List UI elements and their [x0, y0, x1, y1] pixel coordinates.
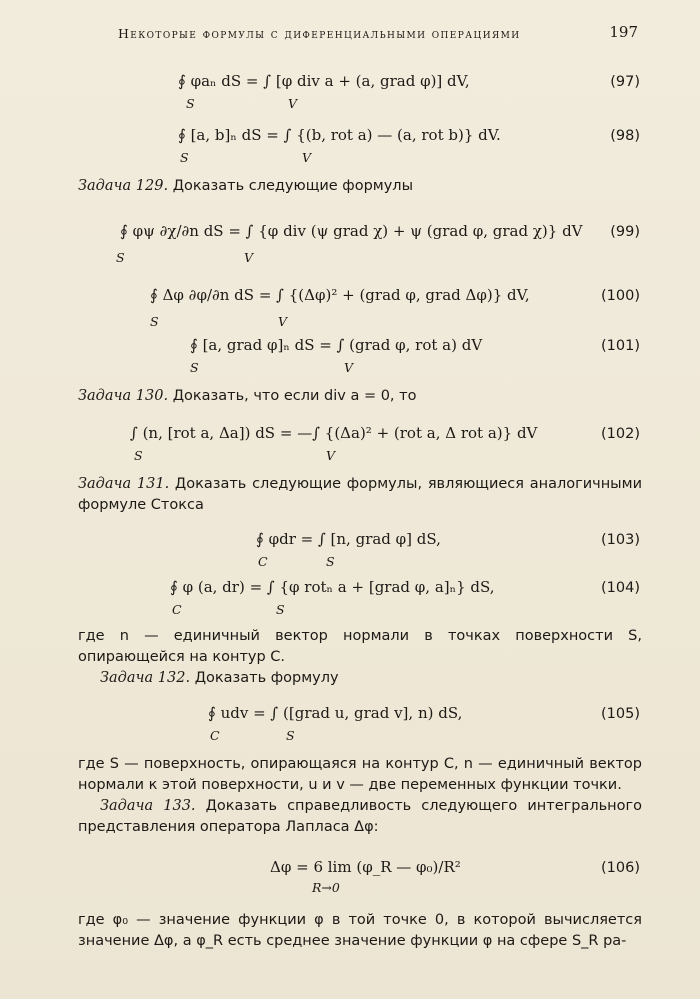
task-133-text: Доказать справедливость следующего интегрального представления оператора Лапласа Δφ:	[78, 798, 642, 835]
equation-104-lower-left: C	[172, 602, 182, 617]
task-131-text: Доказать следующие формулы, являющиеся аналогичными формуле Стокса	[78, 476, 642, 513]
equation-97	[100, 72, 640, 112]
task-131-label: Задача 131.	[78, 476, 170, 492]
task-133-label: Задача 133.	[100, 798, 196, 814]
equation-100-lower-left: S	[150, 314, 159, 329]
running-header	[118, 23, 638, 41]
equation-98-lower-right: V	[302, 150, 312, 165]
equation-106-lower-left: R→0	[312, 880, 340, 895]
equation-105-number: (105)	[601, 706, 640, 722]
equation-102-body: ∫ (n, [rot a, Δa]) dS = —∫ {(Δa)² + (rot a, Δ rot a)} dV	[130, 424, 538, 442]
equation-103-lower-left: C	[258, 554, 268, 569]
equation-100-number: (100)	[601, 288, 640, 304]
text-after-105: где S — поверхность, опирающаяся на контур C, n — единичный вектор нормали к этой поверхности, u и v — две переменных функции точки.	[78, 756, 642, 793]
equation-100-lower-right: V	[278, 314, 288, 329]
task-129-text: Доказать следующие формулы	[172, 178, 414, 194]
equation-101-number: (101)	[601, 338, 640, 354]
equation-97-number: (97)	[610, 74, 640, 90]
equation-102-number: (102)	[601, 426, 640, 442]
equation-106	[100, 858, 640, 902]
equation-99	[100, 222, 640, 266]
task-133-paragraph	[78, 796, 642, 838]
equation-103-lower-right: S	[326, 554, 335, 569]
equation-104-lower-right: S	[276, 602, 285, 617]
equation-100	[100, 286, 640, 330]
text-after-104: где n — единичный вектор нормали в точках поверхности S, опирающейся на контур C.	[78, 628, 642, 665]
equation-98-number: (98)	[610, 128, 640, 144]
task-132-text: Доказать формулу	[194, 670, 339, 686]
equation-101	[100, 336, 640, 376]
task-130-paragraph	[78, 386, 642, 407]
equation-99-lower-right: V	[244, 250, 254, 265]
equation-103-body: ∮ φdr = ∫ [n, grad φ] dS,	[256, 530, 441, 548]
task-129-label: Задача 129.	[78, 178, 169, 194]
task-132-paragraph	[78, 668, 642, 689]
task-130-label: Задача 130.	[78, 388, 169, 404]
equation-106-number: (106)	[601, 860, 640, 876]
task-129-paragraph	[78, 176, 642, 197]
equation-99-number: (99)	[610, 224, 640, 240]
equation-104-body: ∮ φ (a, dr) = ∫ {φ rotₙ a + [grad φ, a]ₙ} dS,	[170, 578, 495, 596]
equation-102-lower-left: S	[134, 448, 143, 463]
equation-98-lower-left: S	[180, 150, 189, 165]
equation-100-body: ∮ Δφ ∂φ/∂n dS = ∫ {(Δφ)² + (grad φ, grad Δφ)} dV,	[150, 286, 530, 304]
page-number: 197	[609, 23, 638, 41]
equation-102-lower-right: V	[326, 448, 336, 463]
equation-98-body: ∮ [a, b]ₙ dS = ∫ {(b, rot a) — (a, rot b)} dV.	[178, 126, 501, 144]
equation-97-lower-left: S	[186, 96, 195, 111]
equation-99-body: ∮ φψ ∂χ/∂n dS = ∫ {φ div (ψ grad χ) + ψ (grad φ, grad χ)} dV	[120, 222, 583, 240]
equation-99-lower-left: S	[116, 250, 125, 265]
text-after-106: где φ₀ — значение функции φ в той точке 0, в которой вычисляется значение Δφ, а φ_R есть среднее значение функции φ на сфере S_R ра-	[78, 912, 642, 949]
equation-105-body: ∮ udv = ∫ ([grad u, grad v], n) dS,	[208, 704, 463, 722]
equation-101-lower-right: V	[344, 360, 354, 375]
equation-106-body: Δφ = 6 lim (φ_R — φ₀)/R²	[270, 858, 461, 876]
equation-104	[100, 578, 640, 618]
equation-105-lower-left: C	[210, 728, 220, 743]
equation-98	[100, 126, 640, 166]
equation-97-body: ∮ φaₙ dS = ∫ [φ div a + (a, grad φ)] dV,	[178, 72, 470, 90]
header-title: Некоторые формулы с диференциальными операциями	[118, 26, 521, 41]
equation-105-lower-right: S	[286, 728, 295, 743]
equation-103-number: (103)	[601, 532, 640, 548]
equation-97-lower-right: V	[288, 96, 298, 111]
equation-103	[100, 530, 640, 570]
equation-102	[100, 424, 640, 464]
equation-104-number: (104)	[601, 580, 640, 596]
equation-105	[100, 704, 640, 744]
task-132-label: Задача 132.	[100, 670, 191, 686]
equation-101-lower-left: S	[190, 360, 199, 375]
task-131-paragraph	[78, 474, 642, 516]
equation-101-body: ∮ [a, grad φ]ₙ dS = ∫ (grad φ, rot a) dV	[190, 336, 483, 354]
task-130-text: Доказать, что если div a = 0, то	[172, 388, 417, 404]
